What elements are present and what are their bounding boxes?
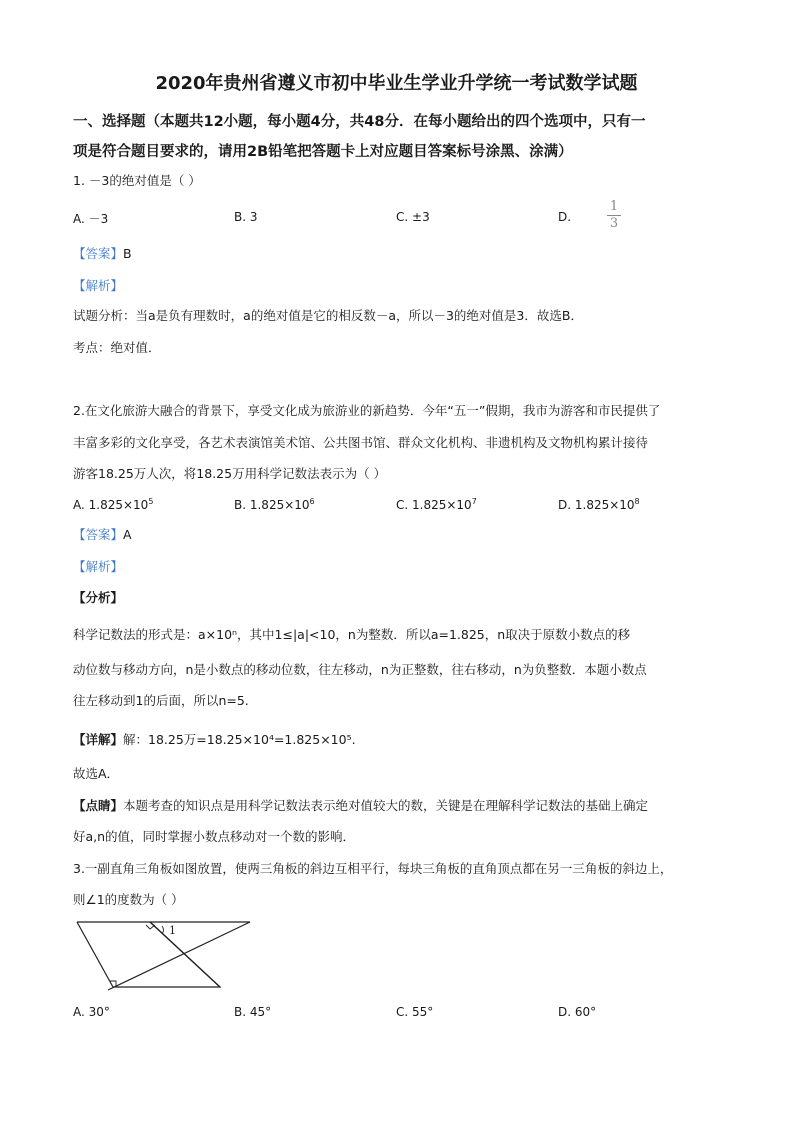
option-text: B. 1.825×10: [234, 498, 310, 512]
q2-fenxi-line3: 往左移动到1的后面，所以n=5.: [73, 693, 249, 708]
q3-option-a: A. 30°: [73, 1005, 110, 1019]
angle-label: 1: [169, 924, 176, 937]
comment-text: 本题考查的知识点是用科学记数法表示绝对值较大的数，关键是在理解科学记数法的基础上确定: [123, 798, 649, 813]
q2-option-b: [234, 497, 315, 512]
option-text: C. 1.825×10: [396, 498, 472, 512]
triangle-figure: [70, 915, 260, 995]
q3-stem-line2: 则∠1的度数为（ ）: [73, 892, 184, 907]
detail-label: 【详解】: [73, 732, 124, 747]
option-text: A. 1.825×10: [73, 498, 149, 512]
answer-value: A: [123, 527, 132, 542]
q2-detail: [73, 731, 356, 748]
q2-stem-line2: 丰富多彩的文化享受，各艺术表演馆美术馆、公共图书馆、群众文化机构、非遗机构及文物机构累计接待: [73, 435, 649, 450]
comment-label: 【点睛】: [73, 798, 124, 813]
option-exponent: 7: [471, 497, 477, 506]
q2-stem-line3: 游客18.25万人次，将18.25万用科学记数法表示为（ ）: [73, 466, 387, 481]
q1-option-c: C. ±3: [396, 210, 430, 224]
q1-analysis-label: 【解析】: [73, 278, 124, 293]
answer-label: 【答案】: [73, 527, 124, 542]
triangle-b: [77, 922, 220, 987]
q1-option-d-label: D.: [558, 210, 572, 224]
option-text: D. 1.825×10: [558, 498, 635, 512]
q3-option-c: C. 55°: [396, 1005, 434, 1019]
right-angle-mark-top: [146, 925, 155, 929]
q2-answer: [73, 526, 132, 543]
option-exponent: 6: [309, 497, 315, 506]
q1-analysis: 试题分析：当a是负有理数时，a的绝对值是它的相反数－a，所以－3的绝对值是3．故选B．: [73, 308, 583, 323]
answer-label: 【答案】: [73, 246, 124, 261]
q2-comment-line2: 好a,n的值，同时掌握小数点移动对一个数的影响．: [73, 829, 356, 844]
q1-point: 考点：绝对值．: [73, 340, 161, 355]
q2-option-a: [73, 497, 153, 512]
q1-stem: 1. －3的绝对值是（ ）: [73, 173, 201, 188]
q1-option-b: B. 3: [234, 210, 258, 224]
option-exponent: 8: [634, 497, 640, 506]
q2-stem-line1: 2.在文化旅游大融合的背景下，享受文化成为旅游业的新趋势．今年“五一”假期，我市为游客和市民提供了: [73, 403, 661, 418]
q1-option-d-fraction: [607, 200, 621, 231]
fraction-denominator: 3: [609, 216, 619, 231]
q2-analysis-label: 【解析】: [73, 559, 124, 574]
section-heading-line2: 项是符合题目要求的，请用2B铅笔把答题卡上对应题目答案标号涂黑、涂满）: [73, 144, 573, 160]
detail-text: 解：18.25万=18.25×10⁴=1.825×10⁵.: [123, 732, 356, 747]
option-exponent: 5: [148, 497, 154, 506]
q3-stem-line1: 3.一副直角三角板如图放置，使两三角板的斜边互相平行，每块三角板的直角顶点都在另一三角板的斜边上，: [73, 861, 673, 876]
page-title: 2020年贵州省遵义市初中毕业生学业升学统一考试数学试题: [155, 73, 638, 94]
answer-value: B: [123, 246, 132, 261]
q1-option-a: A. －3: [73, 212, 109, 226]
q2-conclusion: 故选A．: [73, 766, 120, 781]
q2-fenxi-label: 【分析】: [73, 590, 124, 605]
q3-option-d: D. 60°: [558, 1005, 597, 1019]
q2-option-d: [558, 497, 640, 512]
q3-option-b: B. 45°: [234, 1005, 272, 1019]
section-heading-line1: 一、选择题（本题共12小题，每小题4分，共48分．在每小题给出的四个选项中，只有一: [73, 114, 646, 130]
q2-comment-line1: [73, 797, 648, 814]
q2-fenxi-line2: 动位数与移动方向，n是小数点的移动位数，往左移动，n为正整数，往右移动，n为负整数．本题小数点: [73, 662, 647, 677]
fraction-numerator: 1: [609, 199, 619, 214]
q2-option-c: [396, 497, 477, 512]
q1-answer: [73, 245, 132, 262]
hypotenuse-link: [150, 922, 220, 987]
q2-fenxi-line1: 科学记数法的形式是：a×10ⁿ，其中1≤|a|<10，n为整数．所以a=1.825，n取决于原数小数点的移: [73, 627, 631, 642]
